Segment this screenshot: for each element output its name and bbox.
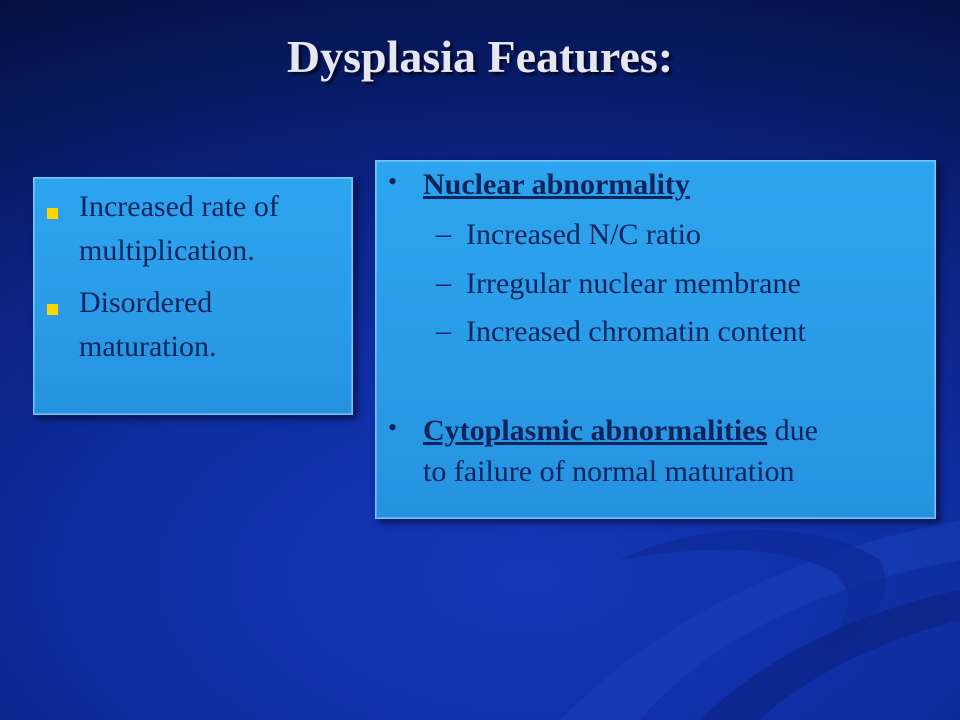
dash-icon: –	[436, 217, 451, 250]
list-item-line: Disordered	[79, 286, 213, 319]
nuclear-abnormality-heading: Nuclear abnormality	[423, 168, 690, 201]
cytoplasmic-heading: Cytoplasmic abnormalities	[423, 414, 768, 447]
cytoplasmic-line-1	[423, 411, 818, 451]
slide-title: Dysplasia Features:	[286, 31, 674, 82]
cytoplasmic-rest: due	[767, 414, 818, 447]
square-bullet-icon	[47, 304, 58, 315]
square-bullet-icon	[47, 208, 58, 219]
right-text-box	[375, 160, 936, 519]
list-item-line: maturation.	[79, 330, 217, 363]
dash-icon: –	[436, 314, 451, 347]
sub-item: Increased chromatin content	[466, 315, 806, 348]
bullet-dot-icon: •	[388, 167, 398, 196]
sub-item: Increased N/C ratio	[466, 218, 701, 251]
list-item-line: Increased rate of	[79, 190, 279, 223]
left-text-box	[33, 177, 353, 415]
cytoplasmic-line-2: to failure of normal maturation	[423, 455, 795, 488]
dash-icon: –	[436, 266, 451, 299]
sub-item: Irregular nuclear membrane	[466, 267, 801, 300]
bullet-dot-icon: •	[388, 413, 398, 442]
list-item-line: multiplication.	[79, 234, 255, 267]
